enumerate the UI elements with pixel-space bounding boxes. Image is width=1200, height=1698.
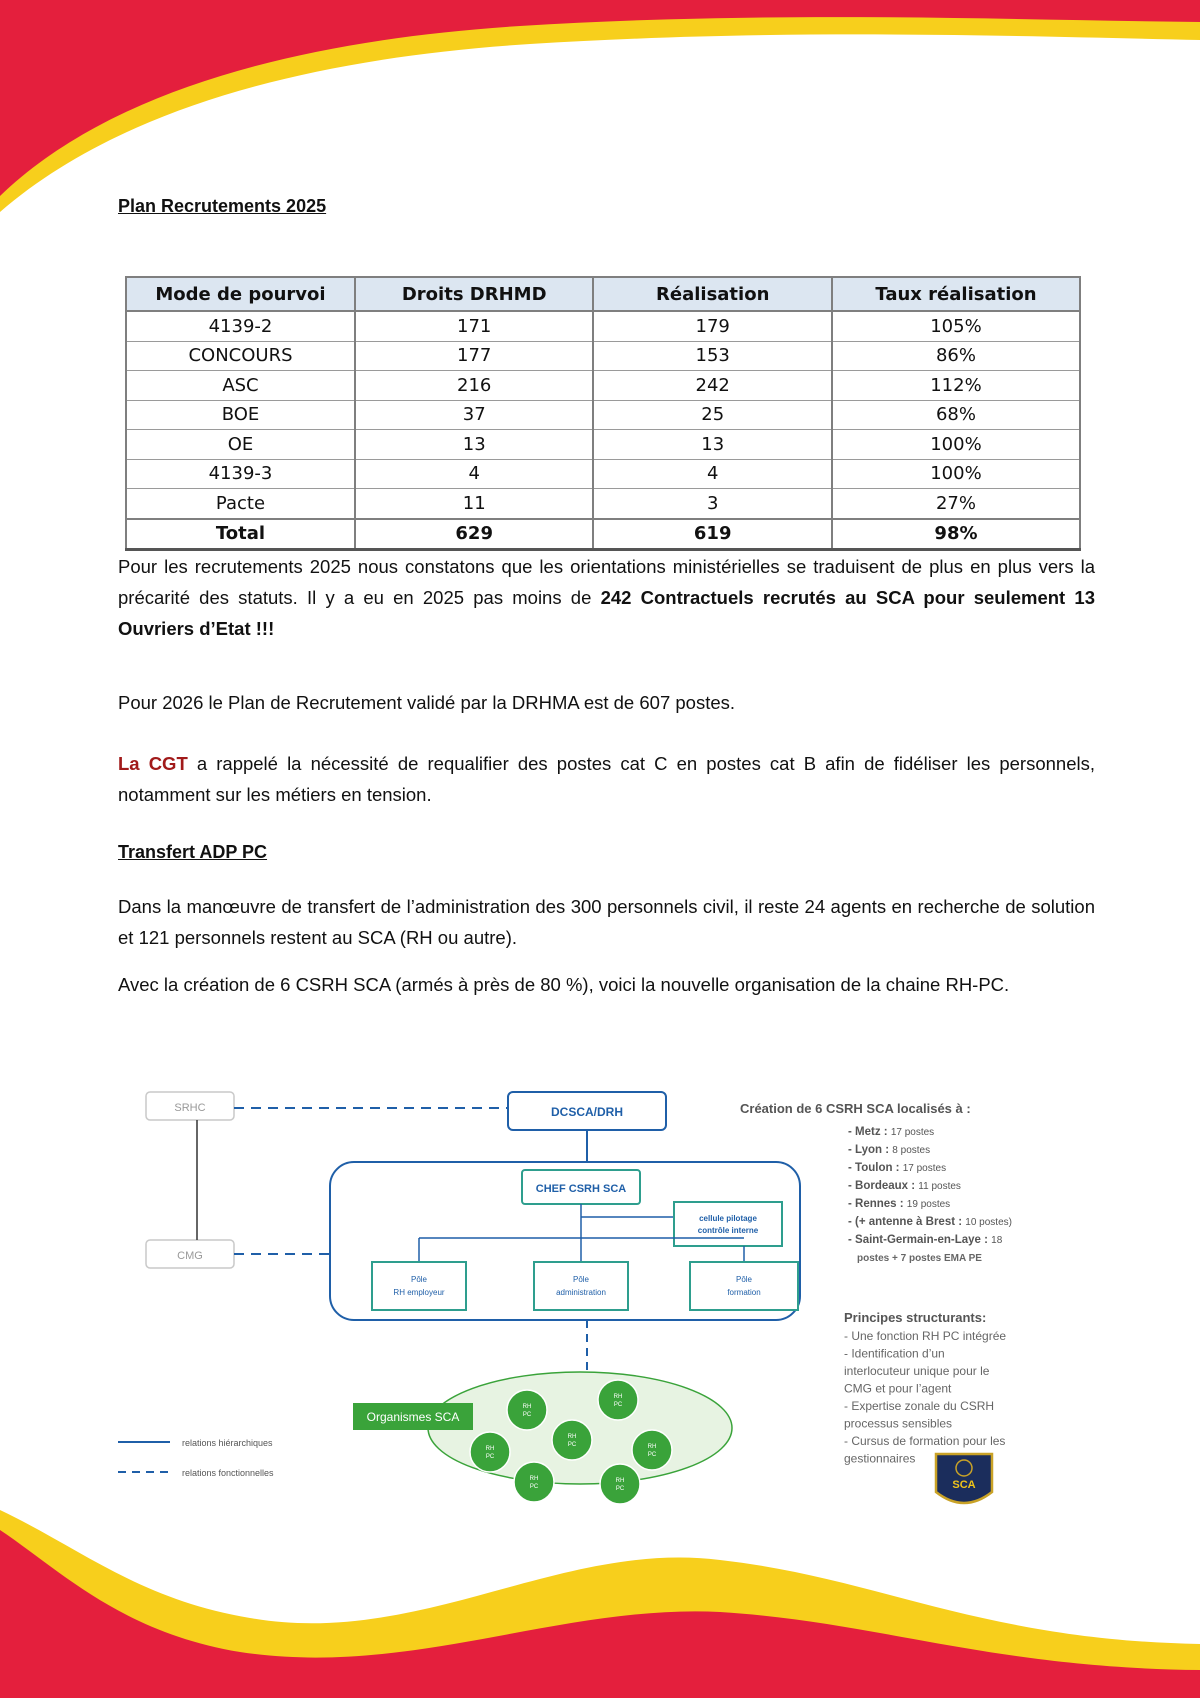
column-header: Réalisation <box>593 277 832 311</box>
section-heading-plan-recrutements: Plan Recrutements 2025 <box>118 196 327 216</box>
cellule-label-line1: cellule pilotage <box>699 1214 757 1223</box>
svg-text:RH: RH <box>529 1476 539 1482</box>
table-cell: 100% <box>832 459 1080 489</box>
site-item: - Rennes : 19 postes <box>848 1198 951 1210</box>
site-item: - Toulon : 17 postes <box>848 1162 947 1174</box>
paragraph-cgt <box>118 748 1095 810</box>
table-cell: 11 <box>355 489 594 519</box>
table-cell: Pacte <box>126 489 355 519</box>
table-cell: 13 <box>355 430 594 460</box>
table-row <box>126 341 1080 371</box>
table-cell: 153 <box>593 341 832 371</box>
table-cell: OE <box>126 430 355 460</box>
svg-text:RH: RH <box>647 1444 657 1450</box>
pole-rh-employeur-box <box>372 1262 466 1310</box>
table-cell: 179 <box>593 311 832 341</box>
table-cell: 242 <box>593 371 832 401</box>
principe-item: - Identification d’un <box>844 1346 945 1361</box>
table-cell: BOE <box>126 400 355 430</box>
pole2-label-line1: Pôle <box>572 1275 590 1284</box>
organization-diagram <box>90 1062 1115 1515</box>
table-cell: 171 <box>355 311 594 341</box>
principe-item: processus sensibles <box>844 1416 953 1431</box>
organization-diagram-svg <box>90 1062 1115 1515</box>
column-header: Taux réalisation <box>832 277 1080 311</box>
pole3-label-line2: formation <box>727 1288 761 1297</box>
creation-title: Création de 6 CSRH SCA localisés à : <box>740 1101 971 1116</box>
chef-csrh-label: CHEF CSRH SCA <box>535 1183 627 1195</box>
principes-list <box>844 1329 1006 1466</box>
table-cell: 68% <box>832 400 1080 430</box>
rh-pc-node <box>514 1462 554 1502</box>
paragraph-text: Pour les recrutements 2025 nous constatons que les orientations ministérielles se traduisent de plus en plus vers la précarité des statuts. Il y a eu en 2025 pas moins de <box>118 556 1095 608</box>
organismes-label: Organismes SCA <box>366 1410 460 1424</box>
table-cell: 105% <box>832 311 1080 341</box>
table-cell: 4 <box>355 459 594 489</box>
paragraph-creation-csrh: Avec la création de 6 CSRH SCA (armés à près de 80 %), voici la nouvelle organisation de la chaine RH-PC. <box>118 974 1010 995</box>
table-cell: 3 <box>593 489 832 519</box>
pole3-label-line1: Pôle <box>735 1275 753 1284</box>
site-item: - Bordeaux : 11 postes <box>848 1180 961 1192</box>
table-cell: 629 <box>355 519 594 550</box>
table-cell: 98% <box>832 519 1080 550</box>
rh-pc-node <box>552 1420 592 1460</box>
table-row <box>126 489 1080 519</box>
sca-logo <box>936 1454 992 1503</box>
legend-hierarchical-label: relations hiérarchiques <box>182 1438 273 1448</box>
pole-formation-box <box>690 1262 798 1310</box>
svg-text:RH: RH <box>567 1434 577 1440</box>
paragraph-plan-2026: Pour 2026 le Plan de Recrutement validé par la DRHMA est de 607 postes. <box>118 692 736 713</box>
table-row <box>126 459 1080 489</box>
cellule-pilotage-box <box>674 1202 782 1246</box>
table-cell: Total <box>126 519 355 550</box>
table-cell: 27% <box>832 489 1080 519</box>
pole2-label-line2: administration <box>556 1288 606 1297</box>
column-header: Droits DRHMD <box>355 277 594 311</box>
rh-pc-node <box>507 1390 547 1430</box>
cellule-label-line2: contrôle interne <box>697 1226 759 1235</box>
table-header-row <box>126 277 1080 311</box>
principe-item: - Une fonction RH PC intégrée <box>844 1329 1007 1343</box>
pole1-label-line1: Pôle <box>410 1275 428 1284</box>
section-heading-transfert: Transfert ADP PC <box>118 842 268 862</box>
recruitment-table <box>125 276 1081 551</box>
pole1-label-line2: RH employeur <box>393 1288 445 1297</box>
principe-item: CMG et pour l’agent <box>844 1381 952 1396</box>
paragraph-transfert: Dans la manœuvre de transfert de l’administration des 300 personnels civil, il reste 24 agents en recherche de solution et 121 personnels restent au SCA (RH ou autre). <box>118 896 1095 948</box>
table-cell: 100% <box>832 430 1080 460</box>
table-cell: 4139-3 <box>126 459 355 489</box>
table-cell: 13 <box>593 430 832 460</box>
table-row <box>126 430 1080 460</box>
paragraph-text: a rappelé la nécessité de requalifier des postes cat C en postes cat B afin de fidéliser les personnels, notamment sur les métiers en tension. <box>118 753 1096 805</box>
rh-pc-node <box>600 1464 640 1504</box>
table-cell: 177 <box>355 341 594 371</box>
site-item: - Saint-Germain-en-Laye : 18 <box>848 1234 1003 1246</box>
table-cell: 25 <box>593 400 832 430</box>
table-cell: 216 <box>355 371 594 401</box>
table-cell: CONCOURS <box>126 341 355 371</box>
table-row <box>126 311 1080 341</box>
table-cell: 86% <box>832 341 1080 371</box>
svg-text:PC: PC <box>613 1402 623 1408</box>
table-row <box>126 371 1080 401</box>
principe-item: - Expertise zonale du CSRH <box>844 1399 995 1413</box>
dcsca-label: DCSCA/DRH <box>551 1105 623 1119</box>
legend-functional-label: relations fonctionnelles <box>182 1468 274 1478</box>
principe-item: interlocuteur unique pour le <box>844 1364 990 1378</box>
srhc-label: SRHC <box>174 1102 206 1114</box>
svg-text:PC: PC <box>522 1412 532 1418</box>
principe-item: - Cursus de formation pour les <box>844 1434 1006 1448</box>
svg-text:PC: PC <box>647 1452 657 1458</box>
site-item: - (+ antenne à Brest : 10 postes) <box>848 1216 1012 1228</box>
svg-text:RH: RH <box>522 1404 532 1410</box>
svg-text:PC: PC <box>485 1454 495 1460</box>
site-item: - Lyon : 8 postes <box>848 1144 931 1156</box>
rh-pc-node <box>632 1430 672 1470</box>
table-cell: 4 <box>593 459 832 489</box>
svg-text:RH: RH <box>485 1446 495 1452</box>
table-cell: 4139-2 <box>126 311 355 341</box>
svg-text:PC: PC <box>529 1484 539 1490</box>
principes-title: Principes structurants: <box>844 1310 987 1325</box>
table-cell: ASC <box>126 371 355 401</box>
svg-text:RH: RH <box>613 1394 623 1400</box>
rh-pc-node <box>470 1432 510 1472</box>
cmg-label: CMG <box>177 1250 203 1262</box>
paragraph-recrutements-2025 <box>118 551 1095 644</box>
emphasis-text: 242 Contractuels recrutés au SCA pour seulement 13 Ouvriers d’Etat !!! <box>118 587 1095 639</box>
pole-administration-box <box>534 1262 628 1310</box>
svg-text:PC: PC <box>567 1442 577 1448</box>
table-cell: 112% <box>832 371 1080 401</box>
table-row <box>126 400 1080 430</box>
principe-item: gestionnaires <box>844 1451 916 1466</box>
sites-extra: postes + 7 postes EMA PE <box>857 1253 982 1264</box>
table-cell: 619 <box>593 519 832 550</box>
svg-text:RH: RH <box>615 1478 625 1484</box>
rh-pc-node <box>598 1380 638 1420</box>
svg-text:PC: PC <box>615 1486 625 1492</box>
site-item: - Metz : 17 postes <box>848 1126 935 1138</box>
svg-text:SCA: SCA <box>952 1479 976 1491</box>
table-total-row <box>126 519 1080 550</box>
cgt-label: La CGT <box>118 753 188 774</box>
table-cell: 37 <box>355 400 594 430</box>
sites-list <box>848 1126 1012 1246</box>
column-header: Mode de pourvoi <box>126 277 355 311</box>
